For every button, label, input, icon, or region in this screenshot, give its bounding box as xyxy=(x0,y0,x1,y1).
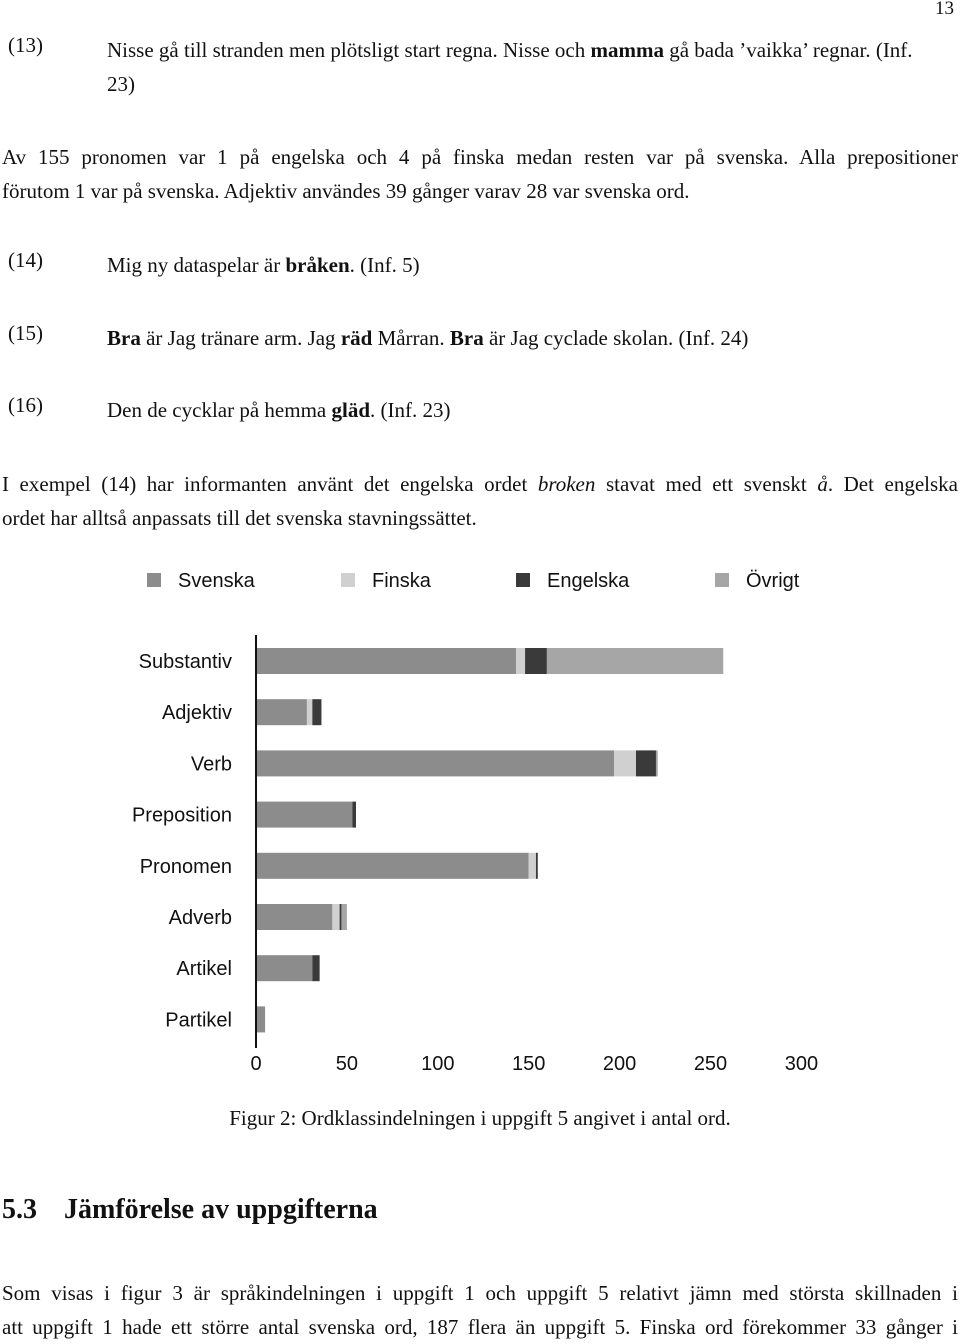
example-number: (15) xyxy=(8,321,43,345)
category-label: Pronomen xyxy=(139,855,232,878)
legend-swatch xyxy=(341,573,355,587)
bar-segment xyxy=(352,802,356,828)
section-title: Jämförelse av uppgifterna xyxy=(64,1194,378,1225)
text-run: är Jag cyclade skolan. (Inf. 24) xyxy=(483,326,749,350)
stacked-bar-chart xyxy=(0,560,960,1090)
paragraph-3 xyxy=(2,1276,958,1344)
section-number: 5.3 xyxy=(2,1194,37,1225)
x-tick-label: 150 xyxy=(512,1053,546,1075)
text-run: är Jag tränare arm. Jag xyxy=(140,326,341,350)
example-text xyxy=(107,248,927,282)
text-run: bråken xyxy=(285,253,350,277)
text-run: mamma xyxy=(590,38,664,62)
bar-segment xyxy=(340,904,342,930)
legend-label: Finska xyxy=(372,570,431,592)
category-label: Substantiv xyxy=(138,651,232,673)
text-run: gläd xyxy=(331,398,370,422)
bar-segment xyxy=(307,699,312,725)
bar-segment xyxy=(614,750,636,776)
example-number: (13) xyxy=(8,33,43,57)
bar-segment xyxy=(516,648,525,674)
category-label: Adjektiv xyxy=(161,702,232,725)
x-tick-label: 100 xyxy=(421,1053,455,1075)
bar-segment xyxy=(332,904,339,930)
category-label: Preposition xyxy=(131,804,232,827)
legend-label: Svenska xyxy=(178,570,255,592)
x-tick-label: 200 xyxy=(602,1053,637,1075)
text-line xyxy=(2,501,958,535)
text-run: Nisse gå till stranden men plötsligt start regna. Nisse och xyxy=(107,38,591,62)
bar-segment xyxy=(256,904,332,930)
text-run: förutom 1 var på svenska. Adjektiv användes 39 gånger varav 28 var svenska ord. xyxy=(2,179,690,203)
bar-segment xyxy=(636,750,656,776)
text-run: . (Inf. 23) xyxy=(370,398,451,422)
example-number: (16) xyxy=(8,393,43,417)
text-line xyxy=(2,1276,958,1310)
paragraph-1 xyxy=(2,140,958,208)
text-run: Bra xyxy=(449,326,484,350)
x-tick-label: 50 xyxy=(335,1053,359,1075)
example-text xyxy=(107,393,927,427)
legend-label: Engelska xyxy=(547,570,630,592)
paragraph-2 xyxy=(2,467,958,535)
example-number: (14) xyxy=(8,248,43,272)
bar-segment xyxy=(536,853,538,879)
text-line xyxy=(2,467,958,501)
text-run: Bra xyxy=(107,326,141,350)
text-line xyxy=(2,174,958,208)
text-run: Som visas i figur 3 är språkindelningen i uppgift 1 och uppgift 5 relativt jämn med största skillnaden i xyxy=(2,1281,958,1305)
bar-segment xyxy=(256,802,352,828)
text-run: räd xyxy=(340,326,373,350)
example-text xyxy=(107,321,927,355)
category-label: Adverb xyxy=(168,907,232,929)
bar-segment xyxy=(256,853,529,879)
text-run: Den de cycklar på hemma xyxy=(107,398,332,422)
text-run: att uppgift 1 hade ett större antal svenska ord, 187 flera än uppgift 5. Finska ord förekommer 33 gånger i xyxy=(2,1315,958,1339)
category-label: Partikel xyxy=(165,1009,232,1032)
category-label: Artikel xyxy=(176,958,232,981)
category-label: Verb xyxy=(190,753,232,776)
text-run: å xyxy=(817,472,828,496)
page-number: 13 xyxy=(935,0,954,19)
bar-segment xyxy=(525,648,547,674)
bar-segment xyxy=(529,853,536,879)
text-run: stavat med ett svenskt xyxy=(595,472,818,496)
text-run: . (Inf. 5) xyxy=(349,253,420,277)
figure-caption: Figur 2: Ordklassindelningen i uppgift 5 angivet i antal ord. xyxy=(229,1106,731,1130)
x-tick-label: 0 xyxy=(250,1053,262,1075)
bar-segment xyxy=(256,648,516,674)
section-heading xyxy=(2,1194,378,1226)
text-line xyxy=(2,1310,958,1344)
bar-segment xyxy=(312,699,321,725)
text-run: Mig ny dataspelar är xyxy=(107,253,286,277)
text-run: gå bada ’vaikka’ regnar. (Inf. 23) xyxy=(107,38,913,96)
bar-segment xyxy=(312,955,319,981)
legend-label: Övrigt xyxy=(746,570,800,592)
bar-segment xyxy=(341,904,346,930)
text-run: ordet har alltså anpassats till det svenska stavningssättet. xyxy=(2,506,477,530)
legend-swatch xyxy=(516,573,530,587)
x-tick-label: 250 xyxy=(693,1053,728,1075)
bar-segment xyxy=(256,750,614,776)
text-line xyxy=(2,140,958,174)
text-run: Av 155 pronomen var 1 på engelska och 4 på finska medan resten var på svenska. Alla prepositioner xyxy=(2,145,958,169)
bar-segment xyxy=(256,1006,265,1032)
bar-segment xyxy=(656,750,658,776)
text-run: I exempel (14) har informanten använt det engelska ordet xyxy=(2,472,538,496)
text-run: Mårran. xyxy=(372,326,450,350)
text-run: . Det engelska xyxy=(827,472,958,496)
legend-swatch xyxy=(715,573,729,587)
bar-segment xyxy=(256,699,307,725)
legend-swatch xyxy=(147,573,161,587)
bar-segment xyxy=(547,648,723,674)
example-text xyxy=(107,33,927,101)
bar-segment xyxy=(256,955,312,981)
text-run: broken xyxy=(537,472,596,496)
x-tick-label: 300 xyxy=(784,1053,819,1075)
